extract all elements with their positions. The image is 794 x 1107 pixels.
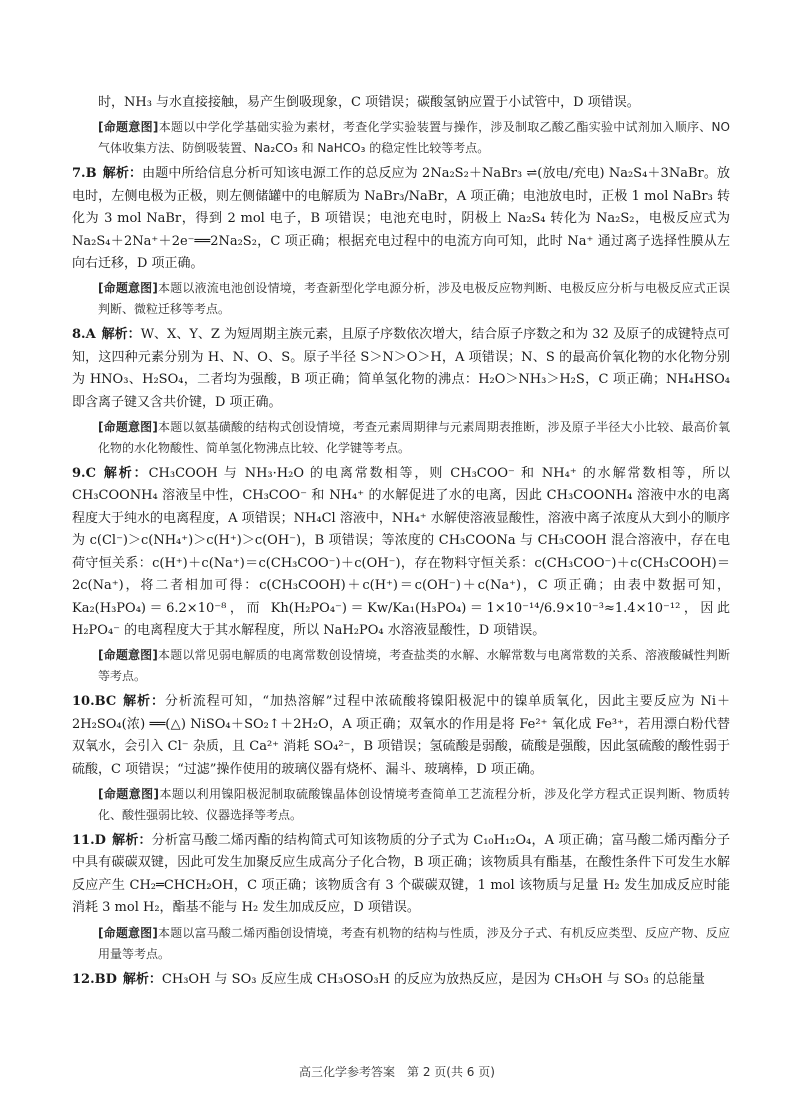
question-10-explanation xyxy=(72,691,730,781)
note-tag: [命题意图] xyxy=(98,648,158,663)
answer-content xyxy=(72,88,730,991)
note-text: 本题以常见弱电解质的电离常数创设情境，考查盐类的水解、水解常数与电离常数的关系、溶液酸碱性判断等考点。 xyxy=(98,648,730,684)
note-text: 本题以中学化学基础实验为素材，考查化学实验装置与操作，涉及制取乙酸乙酯实验中试剂加入顺序、NO 气体收集方法、防倒吸装置、Na₂CO₃ 和 NaHCO₃ 的稳定性比较等考点。 xyxy=(98,120,730,156)
answer-letter: A xyxy=(85,327,96,343)
analysis-text: CH₃COOH 与 NH₃·H₂O 的电离常数相等，则 CH₃COO⁻ 和 NH₄⁺ 的水解常数相等，所以 CH₃COONH₄ 溶液呈中性，CH₃COO⁻ 和 NH₄⁺ 的水解促进了水的电离，因此 CH₃COONH₄ 溶液中水的电离程度大于纯水的电离程度，A 项错误；NH₄Cl 溶液中，NH₄⁺ 水解使溶液显酸性，溶液中离子浓度从大到小的顺序为 c(Cl⁻)＞c(NH₄⁺)＞c(H⁺)＞c(OH⁻)，B 项错误；等浓度的 CH₃COONa 与 CH₃COOH 混合溶液中，存在电荷守恒关系：c(H⁺)＋c(Na⁺)＝c(CH₃COO⁻)＋c(OH⁻)，存在物料守恒关系：c(CH₃COO⁻)＋c(CH₃COOH)＝2c(Na⁺)，将二者相加可得：c(CH₃COOH)＋c(H⁺)＝c(OH⁻)＋c(Na⁺)，C 项正确；由表中数据可知，Ka₂(H₃PO₄)＝6.2×10⁻⁸，而 Kh(H₂PO₄⁻)＝Kw/Ka₁(H₃PO₄)＝1×10⁻¹⁴/6.9×10⁻³≈1.4×10⁻¹²，因此 H₂PO₄⁻ 的电离程度大于其水解程度，所以 NaH₂PO₄ 水溶液显酸性，D 项错误。 xyxy=(72,466,730,638)
question-number: 12. xyxy=(72,971,95,987)
question-11-note xyxy=(72,923,730,965)
analysis-label: 解析： xyxy=(122,694,165,710)
question-11 xyxy=(72,830,730,965)
question-11-explanation xyxy=(72,830,730,920)
question-9-note xyxy=(72,645,730,687)
answer-letter: C xyxy=(85,466,96,482)
question-7-explanation xyxy=(72,163,730,275)
note-tag: [命题意图] xyxy=(98,281,158,296)
answer-letter: D xyxy=(94,832,106,848)
analysis-label: 解析： xyxy=(122,971,162,987)
question-12-explanation xyxy=(72,969,730,991)
lead-text: 时，NH₃ 与水直接接触，易产生倒吸现象，C 项错误；碳酸氢钠应置于小试管中，D 项错误。 xyxy=(98,95,640,110)
answer-letter: BD xyxy=(94,971,117,987)
note-text: 本题以富马酸二烯丙酯创设情境，考查有机物的结构与性质，涉及分子式、有机反应类型、反应产物、反应用量等考点。 xyxy=(98,925,730,961)
page-footer: 高三化学参考答案 第 2 页(共 6 页) xyxy=(299,1065,495,1079)
note-text: 本题以利用镍阳极泥制取硫酸镍晶体创设情境考查简单工艺流程分析，涉及化学方程式正误判断、物质转化、酸性强弱比较、仪器选择等考点。 xyxy=(98,786,730,822)
question-8-note xyxy=(72,417,730,459)
question-8-explanation xyxy=(72,324,730,414)
question-number: 10. xyxy=(72,694,95,710)
lead-block xyxy=(72,92,730,159)
analysis-text: CH₃OH 与 SO₃ 反应生成 CH₃OSO₃H 的反应为放热反应，是因为 CH₃OH 与 SO₃ 的总能量 xyxy=(161,971,705,987)
analysis-label: 解析： xyxy=(102,166,143,182)
analysis-label: 解析： xyxy=(101,327,141,343)
note-tag: [命题意图] xyxy=(98,420,158,435)
note-text: 本题以氨基磺酸的结构式创设情境，考查元素周期律与元素周期表推断，涉及原子半径大小比较、最高价氧化物的水化物酸性、简单氢化物沸点比较、化学键等考点。 xyxy=(98,420,730,456)
question-9-explanation xyxy=(72,463,730,642)
question-number: 7. xyxy=(72,166,86,182)
question-12 xyxy=(72,969,730,991)
question-number: 11. xyxy=(72,832,95,848)
note-tag: [命题意图] xyxy=(98,925,158,940)
analysis-label: 解析： xyxy=(101,466,149,482)
question-7 xyxy=(72,163,730,320)
analysis-text: 由题中所给信息分析可知该电源工作的总反应为 2Na₂S₂＋NaBr₃ ⇌(放电/充电) Na₂S₄＋3NaBr。放电时，左侧电极为正极，则左侧储罐中的电解质为 NaBr₃/NaBr，A 项正确；电池放电时，正极 1 mol NaBr₃ 转化为 3 mol NaBr，得到 2 mol 电子，B 项错误；电池充电时，阴极上 Na₂S₄ 转化为 Na₂S₂，电极反应式为 Na₂S₄＋2Na⁺＋2e⁻══2Na₂S₂，C 项正确；根据充电过程中的电流方向可知，此时 Na⁺ 通过离子选择性膜从左向右迁移，D 项正确。 xyxy=(72,166,730,272)
answer-letter: B xyxy=(85,166,97,182)
analysis-text: 分析富马酸二烯丙酯的结构简式可知该物质的分子式为 C₁₀H₁₂O₄，A 项正确；富马酸二烯丙酯分子中具有碳碳双键，因此可发生加聚反应生成高分子化合物，B 项正确；该物质具有酯基，在酸性条件下可发生水解反应产生 CH₂═CHCH₂OH，C 项正确；该物质含有 3 个碳碳双键，1 mol 该物质与足量 H₂ 发生加成反应时能消耗 3 mol H₂，酯基不能与 H₂ 发生加成反应，D 项错误。 xyxy=(72,832,730,916)
analysis-text: 分析流程可知，“加热溶解”过程中浓硫酸将镍阳极泥中的镍单质氧化，因此主要反应为 Ni＋2H₂SO₄(浓) ══(△) NiSO₄＋SO₂↑＋2H₂O，A 项正确；双氧水的作用是将 Fe²⁺ 氧化成 Fe³⁺，若用漂白粉代替双氧水，会引入 Cl⁻ 杂质，且 Ca²⁺ 消耗 SO₄²⁻，B 项错误；氢硫酸是弱酸，硫酸是强酸，因此氢硫酸的酸性弱于硫酸，C 项错误；“过滤”操作使用的玻璃仪器有烧杯、漏斗、玻璃棒，D 项正确。 xyxy=(72,694,730,777)
question-8 xyxy=(72,324,730,459)
analysis-text: W、X、Y、Z 为短周期主族元素，且原子序数依次增大，结合原子序数之和为 32 及原子的成键特点可知，这四种元素分别为 H、N、O、S。原子半径 S＞N＞O＞H，A 项错误；N、S 的最高价氧化物的水化物分别为 HNO₃、H₂SO₄，二者均为强酸，B 项正确；简单氢化物的沸点：H₂O＞NH₃＞H₂S，C 项正确；NH₄HSO₄ 即含离子键又含共价键，D 项正确。 xyxy=(72,327,730,410)
question-number: 8. xyxy=(72,327,86,343)
note-tag: [命题意图] xyxy=(98,786,160,801)
answer-letter: BC xyxy=(94,694,117,710)
question-10-note xyxy=(72,784,730,826)
lead-note xyxy=(72,117,730,159)
analysis-label: 解析： xyxy=(111,832,152,848)
note-tag: [命题意图] xyxy=(98,120,159,135)
question-9 xyxy=(72,463,730,687)
question-number: 9. xyxy=(72,466,86,482)
question-10 xyxy=(72,691,730,826)
question-7-note xyxy=(72,278,730,320)
note-text: 本题以液流电池创设情境，考查新型化学电源分析，涉及电极反应物判断、电极反应分析与电极反应式正误判断、微粒迁移等考点。 xyxy=(98,281,730,317)
